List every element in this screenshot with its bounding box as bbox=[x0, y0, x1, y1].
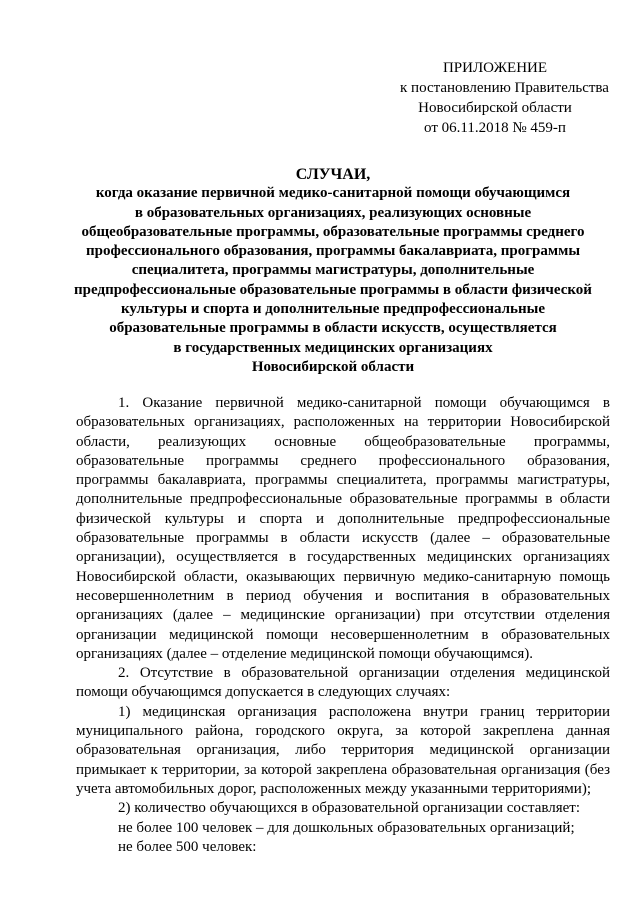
approval-date-number: от 06.11.2018 № 459-п bbox=[424, 120, 566, 136]
document-heading bbox=[70, 165, 596, 377]
approval-title: ПРИЛОЖЕНИЕ bbox=[442, 60, 548, 76]
paragraph-2: 2. Отсутствие в образовательной организации отделения медицинской помощи обучающимся допускается в следующих случаях: bbox=[76, 665, 610, 701]
heading-line: образовательные программы в области искусств, осуществляется bbox=[109, 320, 557, 337]
approval-block bbox=[400, 58, 609, 138]
heading-line: предпрофессиональные образовательные программы в области физической bbox=[74, 281, 592, 298]
paragraph-2-item-2: 2) количество обучающихся в образовательной организации составляет: bbox=[118, 800, 580, 817]
heading-line: когда оказание первичной медико-санитарной помощи обучающимся bbox=[95, 185, 571, 202]
paragraph-general-limit: не более 500 человек: bbox=[118, 838, 257, 855]
heading-line: в государственных медицинских организациях bbox=[173, 339, 493, 356]
paragraph-2-item-1: 1) медицинская организация расположена внутри границ территории муниципального района, городского округа, за которой закреплена данная образовательная организация, либо территория медицинской организации примыкает к территории, за которой закреплена образовательная организация (без учета автомобильных дорог, расположенных между указанными территориями); bbox=[76, 703, 610, 797]
heading-line: профессионального образования, программы бакалавриата, программы bbox=[85, 243, 581, 260]
document-title: СЛУЧАИ, bbox=[295, 166, 371, 183]
heading-line: специалитета, программы магистратуры, дополнительные bbox=[131, 262, 535, 279]
paragraph-1: 1. Оказание первичной медико-санитарной помощи обучающимся в образовательных организациях, расположенных на территории Новосибирской области, реализующих основные общеобразовательные программы, образовательные программы среднего профессионального образования, программы бакалавриата, программы специалитета, программы магистратуры, дополнительные предпрофессиональные образовательные программы в области физической культуры и спорта и дополнительные предпрофессиональные образовательные программы в области искусств (далее – образовательные организации), осуществляется в государственных медицинских организациях Новосибирской области, оказывающих первичную медико-санитарную помощь несовершеннолетним в период обучения и воспитания в образовательных организациях (далее – медицинские организации) при отсутствии отделения организации медицинской помощи несовершеннолетним в образовательных организациях (далее – отделение медицинской помощи обучающимся). bbox=[76, 395, 610, 662]
heading-line: Новосибирской области bbox=[251, 358, 415, 375]
heading-line: в образовательных организациях, реализующих основные bbox=[134, 204, 532, 221]
approval-resolution: к постановлению Правительства bbox=[400, 80, 609, 96]
paragraph-preschool-limit: не более 100 человек – для дошкольных образовательных организаций; bbox=[118, 819, 575, 836]
document-body bbox=[76, 394, 610, 857]
heading-line: общеобразовательные программы, образовательные программы среднего bbox=[81, 223, 585, 240]
approval-region: Новосибирской области bbox=[418, 100, 572, 116]
heading-line: культуры и спорта и дополнительные предпрофессиональные bbox=[120, 301, 546, 318]
